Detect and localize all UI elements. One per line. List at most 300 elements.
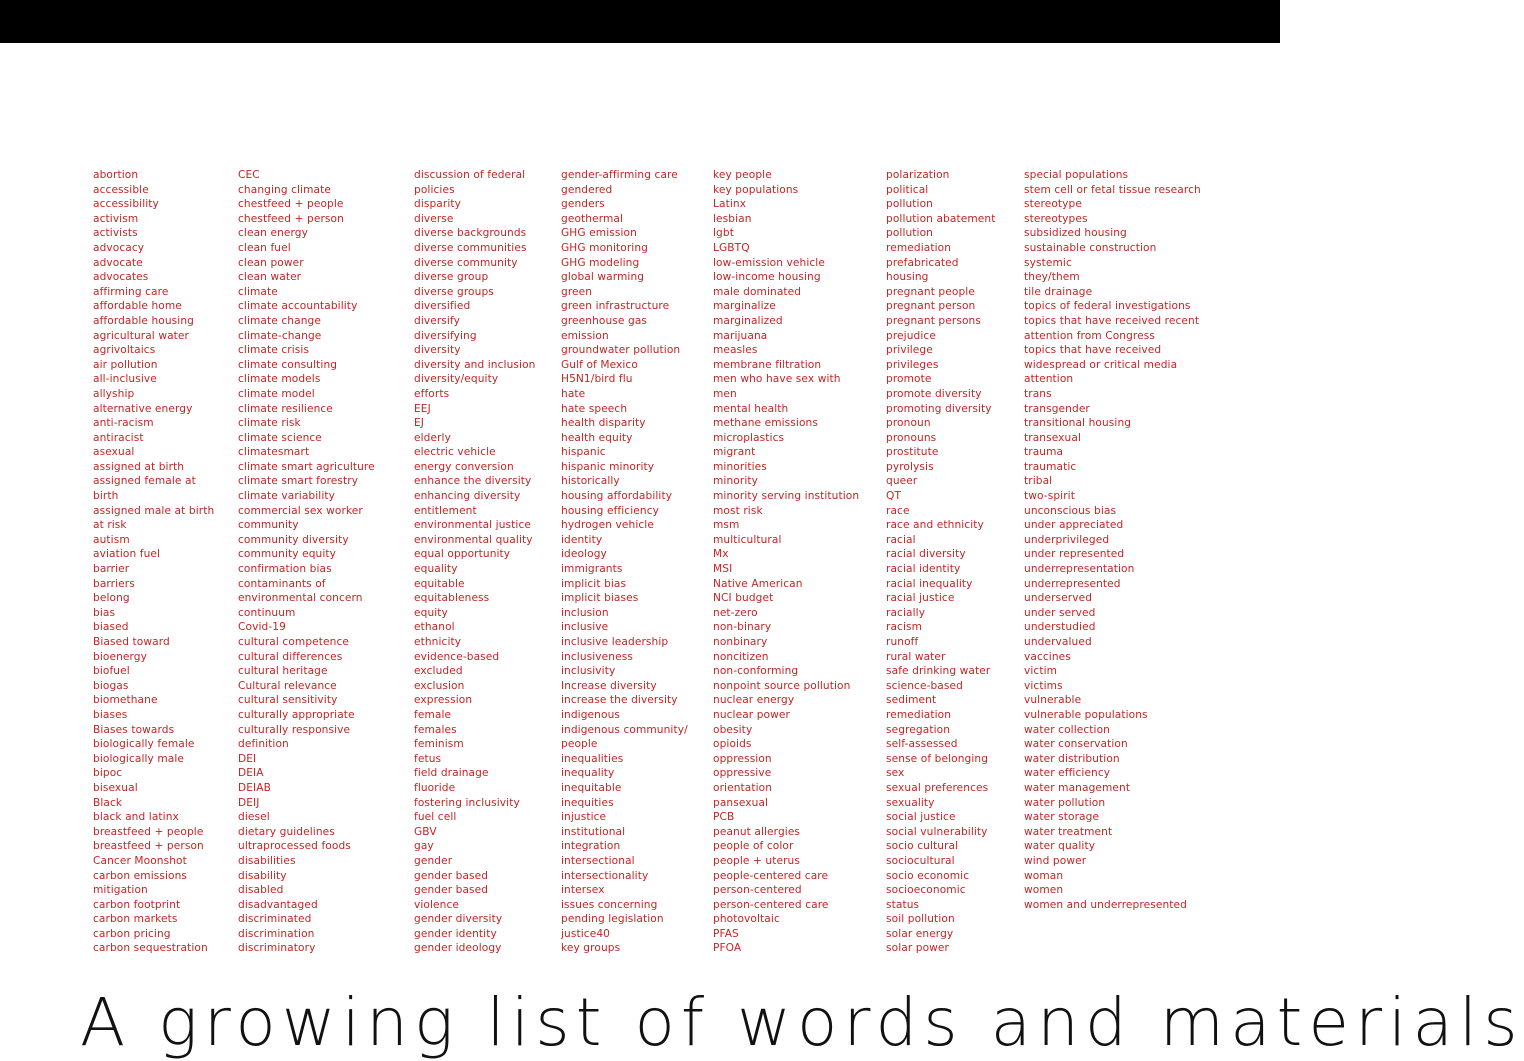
word-item: advocates [93,271,149,284]
word-item: unconscious bias [1024,504,1117,517]
word-item: all-inclusive [93,373,157,386]
word-item: violence [414,898,460,911]
word-item: pollution [886,227,933,240]
word-item: victim [1024,665,1058,678]
word-item: pregnant person [886,300,976,313]
word-item: injustice [561,811,607,824]
word-item: most risk [713,504,763,517]
word-item: water efficiency [1024,767,1111,780]
word-item: climate accountability [238,300,358,313]
word-item: under served [1024,606,1096,619]
word-item: GHG modeling [561,256,640,269]
word-item: bisexual [93,781,138,794]
word-item: efforts [414,387,450,400]
word-item: ultraprocessed foods [238,840,351,853]
word-item: two-spirit [1024,490,1075,503]
word-item: marginalize [713,300,776,313]
word-item: biomethane [93,694,158,707]
word-item: segregation [886,723,951,736]
word-item: fetus [414,752,442,765]
word-item: intersex [561,884,605,897]
word-item: assigned male at birth [93,504,215,517]
word-item: implicit bias [561,577,627,590]
word-item: orientation [713,781,773,794]
word-item: race and ethnicity [886,519,984,532]
word-item: water treatment [1024,825,1113,838]
word-item: chestfeed + people [238,198,344,211]
word-item: breastfeed + person [93,840,204,853]
word-item: implicit biases [561,592,639,605]
word-item: Mx [713,548,729,561]
word-item: minorities [713,460,767,473]
word-item: topics of federal investigations [1024,300,1191,313]
word-item: NCI budget [713,592,774,605]
word-item: racism [886,621,923,634]
word-item: affordable housing [93,314,194,327]
word-item: water management [1024,781,1131,794]
word-item: runoff [886,636,919,648]
word-item: gender identity [414,927,497,940]
word-item: fluoride [414,781,456,794]
word-item: birth [93,490,119,503]
word-item: biologically female [93,738,195,751]
word-item: ethanol [414,621,455,634]
word-item: antiracist [93,431,144,444]
word-item: migrant [713,446,756,459]
word-item: attention from Congress [1024,329,1156,342]
word-item: nonpoint source pollution [713,679,851,692]
word-item: sediment [886,694,937,707]
word-item: remediation [886,241,952,254]
word-item: wind power [1024,854,1087,867]
word-item: prefabricated [886,256,959,269]
word-item: racial identity [886,563,961,576]
word-item: biofuel [93,665,130,678]
word-item: diverse group [414,271,489,284]
word-item: low-income housing [713,271,821,284]
word-item: photovoltaic [713,913,780,926]
word-item: membrane filtration [713,358,822,371]
word-item: evidence-based [414,650,500,663]
word-item: black and latinx [93,811,179,824]
word-item: underrepresented [1024,577,1121,590]
word-item: diversified [414,300,471,313]
word-item: people of color [713,840,794,853]
word-column-3 [414,168,535,956]
word-item: cultural heritage [238,665,328,678]
word-item: socio economic [886,869,970,882]
word-item: racial diversity [886,548,966,561]
word-item: prostitute [886,446,939,459]
word-item: community equity [238,548,337,561]
word-item: cultural competence [238,636,350,648]
word-item: inclusive [561,621,609,634]
word-item: topics that have received recent [1024,314,1200,327]
word-item: equitableness [414,592,490,605]
word-item: asexual [93,446,135,459]
word-item: environmental justice [414,519,531,532]
word-item: men who have sex with [713,373,841,386]
word-item: sex [886,767,905,780]
word-item: methane emissions [713,417,818,430]
word-item: non-binary [713,621,772,634]
word-item: electric vehicle [414,446,496,459]
word-item: PFAS [713,927,739,940]
word-item: bipoc [93,767,123,780]
word-item: DEIA [238,767,264,780]
word-item: climate models [238,373,321,386]
word-item: intersectional [561,854,635,867]
word-item: MSI [713,563,733,576]
word-item: stereotypes [1024,212,1088,225]
word-item: identity [561,533,603,546]
word-item: nuclear energy [713,694,795,707]
word-item: person-centered care [713,898,829,911]
word-item: systemic [1024,256,1072,269]
word-item: pollution [886,198,933,211]
word-item: disabled [238,884,284,897]
word-item: racial inequality [886,577,973,590]
word-item: topics that have received [1024,344,1162,357]
word-item: lesbian [713,212,752,225]
word-item: sexuality [886,796,935,809]
word-item: inclusive leadership [561,636,669,648]
word-item: emission [561,329,609,342]
caption-text: A growing list of words and materials [80,984,1524,1061]
word-item: minority [713,475,758,488]
word-item: transexual [1024,431,1081,444]
word-item: affordable home [93,300,182,313]
word-item: Native American [713,577,803,590]
word-item: environmental quality [414,533,533,546]
word-item: under represented [1024,548,1125,561]
word-item: queer [886,475,918,488]
word-item: environmental concern [238,592,363,605]
word-item: sense of belonging [886,752,989,765]
word-item: LGBTQ [713,241,750,254]
word-item: safe drinking water [886,665,991,678]
word-item: health equity [561,431,633,444]
word-item: climate change [238,314,321,327]
word-item: biogas [93,679,129,692]
word-item: pyrolysis [886,460,934,473]
word-item: climate variability [238,490,335,503]
word-item: microplastics [713,431,785,444]
word-item: vulnerable [1024,694,1082,707]
word-item: key people [713,169,772,181]
word-item: disparity [414,198,462,211]
word-item: underserved [1024,592,1093,605]
word-item: non-conforming [713,665,799,678]
word-item: mitigation [93,884,148,897]
word-item: marijuana [713,329,768,342]
word-item: gender [414,854,453,867]
word-item: autism [93,533,130,546]
word-item: housing [886,271,929,284]
word-item: energy conversion [414,460,514,473]
word-item: abortion [93,169,139,181]
word-item: pollution abatement [886,212,996,225]
word-item: race [886,504,910,517]
word-item: pending legislation [561,913,664,926]
word-item: green infrastructure [561,300,670,313]
word-column-4 [561,168,688,956]
word-item: transgender [1024,402,1090,415]
word-item: promote [886,373,932,386]
word-item: QT [886,490,902,503]
word-item: oppressive [713,767,772,780]
word-item: pansexual [713,796,769,809]
word-item: clean water [238,271,302,284]
word-column-2 [238,168,375,956]
word-item: activism [93,212,139,225]
word-item: inequities [561,796,614,809]
word-item: biases [93,708,128,721]
word-item: vulnerable populations [1024,708,1148,721]
word-item: climatesmart [238,446,310,459]
word-item: vaccines [1024,650,1071,663]
word-item: housing efficiency [561,504,659,517]
word-item: immigrants [561,563,623,576]
word-item: remediation [886,708,952,721]
word-item: field drainage [414,767,489,780]
word-item: self-assessed [886,738,958,751]
word-item: equity [414,606,448,619]
word-item: gender-affirming care [561,169,678,181]
word-column-5 [713,168,859,956]
word-item: soil pollution [886,913,955,926]
word-item: cultural sensitivity [238,694,338,707]
word-item: trans [1024,387,1052,400]
word-item: DEI [238,752,257,765]
word-item: inclusiveness [561,650,633,663]
word-item: disabilities [238,854,296,867]
word-item: biologically male [93,752,185,765]
word-item: Cultural relevance [238,679,337,692]
word-item: cultural differences [238,650,343,663]
word-item: equal opportunity [414,548,511,561]
word-item: social vulnerability [886,825,988,838]
word-item: climate smart agriculture [238,460,375,473]
word-item: gender based [414,884,489,897]
word-item: Cancer Moonshot [93,854,187,867]
word-item: groundwater pollution [561,344,681,357]
word-item: discussion of federal [414,169,526,181]
word-item: GHG emission [561,227,637,240]
word-item: ethnicity [414,636,462,648]
word-item: mental health [713,402,789,415]
word-item: intersectionality [561,869,649,882]
word-item: nonbinary [713,636,768,648]
word-item: advocacy [93,241,145,254]
word-item: accessibility [93,198,159,211]
word-item: equitable [414,577,465,590]
word-item: commercial sex worker [238,504,363,517]
word-item: air pollution [93,358,158,371]
word-item: gender ideology [414,942,502,955]
word-item: privileges [886,358,939,371]
word-item: GHG monitoring [561,241,648,254]
word-item: woman [1024,869,1064,882]
word-column-7 [1024,168,1201,912]
word-item: prejudice [886,329,936,342]
word-item: privilege [886,344,933,357]
word-item: aviation fuel [93,548,161,561]
word-item: pregnant persons [886,314,981,327]
word-item: msm [713,519,740,532]
word-item: PCB [713,811,735,824]
word-item: alternative energy [93,402,193,415]
word-item: minority serving institution [713,490,860,503]
word-item: underrepresentation [1024,563,1135,576]
word-item: agricultural water [93,329,190,342]
word-item: continuum [238,606,296,619]
word-item: Black [93,796,123,809]
banned-words-list [0,168,1280,968]
word-item: females [414,723,457,736]
word-item: expression [414,694,473,707]
word-item: increase the diversity [561,694,678,707]
word-item: anti-racism [93,417,154,430]
word-item: key populations [713,183,799,196]
word-item: PFOA [713,942,742,955]
word-item: promoting diversity [886,402,992,415]
word-item: discrimination [238,927,315,940]
word-item: carbon emissions [93,869,188,882]
word-item: enhancing diversity [414,490,521,503]
word-item: confirmation bias [238,563,332,576]
word-item: sustainable construction [1024,241,1157,254]
word-item: under appreciated [1024,519,1124,532]
word-item: water pollution [1024,796,1106,809]
word-item: women [1024,884,1064,897]
word-item: agrivoltaics [93,344,156,357]
word-item: clean energy [238,227,308,240]
word-item: diversity [414,344,461,357]
word-item: sexual preferences [886,781,989,794]
word-item: traumatic [1024,460,1077,473]
word-item: Increase diversity [561,679,657,692]
word-item: male dominated [713,285,802,298]
word-item: culturally appropriate [238,708,355,721]
word-item: water collection [1024,723,1110,736]
word-item: water quality [1024,840,1096,853]
word-item: people [561,738,598,751]
word-item: integration [561,840,621,853]
word-item: they/them [1024,271,1080,284]
word-item: CEC [238,169,260,181]
word-item: water conservation [1024,738,1128,751]
word-item: underprivileged [1024,533,1110,546]
word-item: fuel cell [414,811,457,824]
word-item: person-centered [713,884,802,897]
word-item: stereotype [1024,198,1082,211]
word-item: carbon pricing [93,927,171,940]
word-column-6 [886,168,995,956]
word-item: diverse backgrounds [414,227,527,240]
word-item: multicultural [713,533,782,546]
word-item: trauma [1024,446,1064,459]
word-item: policies [414,183,455,196]
word-item: obesity [713,723,753,736]
word-item: social justice [886,811,956,824]
word-item: feminism [414,738,464,751]
word-item: undervalued [1024,636,1092,648]
word-item: climate model [238,387,315,400]
word-item: gendered [561,183,613,196]
word-item: female [414,708,452,721]
word-item: hate [561,387,586,400]
caption-heading [80,984,1524,1061]
word-item: equality [414,563,458,576]
word-item: bioenergy [93,650,147,663]
word-item: promote diversity [886,387,982,400]
word-item: climate consulting [238,358,338,371]
word-item: inequitable [561,781,622,794]
word-item: elderly [414,431,451,444]
word-item: diversity/equity [414,373,499,386]
word-item: water storage [1024,811,1100,824]
word-item: tribal [1024,475,1053,488]
word-item: noncitizen [713,650,769,663]
word-item: Covid-19 [238,621,286,634]
word-item: advocate [93,256,143,269]
word-column-1 [93,168,214,956]
word-item: Gulf of Mexico [561,358,638,371]
word-item: Latinx [713,198,747,211]
word-item: climate risk [238,417,301,430]
word-item: nuclear power [713,708,790,721]
word-item: biased [93,621,129,634]
word-item: solar energy [886,927,954,940]
word-item: stem cell or fetal tissue research [1024,183,1201,196]
word-item: hispanic minority [561,460,655,473]
word-item: discriminatory [238,942,316,955]
word-item: gay [414,840,434,853]
word-item: enhance the diversity [414,475,532,488]
word-item: ideology [561,548,607,561]
word-item: climate science [238,431,322,444]
word-item: polarization [886,169,950,181]
word-item: Biases towards [93,723,175,736]
word-item: Biased toward [93,636,170,648]
word-item: racial justice [886,592,955,605]
word-item: climate-change [238,329,322,342]
word-item: issues concerning [561,898,658,911]
word-item: hydrogen vehicle [561,519,654,532]
word-item: solar power [886,942,950,955]
word-item: definition [238,738,289,751]
word-item: DEIJ [238,796,260,809]
word-item: people-centered care [713,869,829,882]
word-item: contaminants of [238,577,326,590]
word-item: climate resilience [238,402,333,415]
word-item: inequalities [561,752,624,765]
word-item: carbon footprint [93,898,181,911]
word-item: oppression [713,752,772,765]
word-item: climate smart forestry [238,475,359,488]
word-item: rural water [886,650,946,663]
word-item: marginalized [713,314,783,327]
word-item: subsidized housing [1024,227,1127,240]
word-item: measles [713,344,758,357]
word-item: status [886,898,920,911]
word-item: racially [886,606,926,619]
word-item: science-based [886,679,963,692]
word-item: assigned at birth [93,460,185,473]
word-item: gender diversity [414,913,503,926]
word-item: global warming [561,271,645,284]
